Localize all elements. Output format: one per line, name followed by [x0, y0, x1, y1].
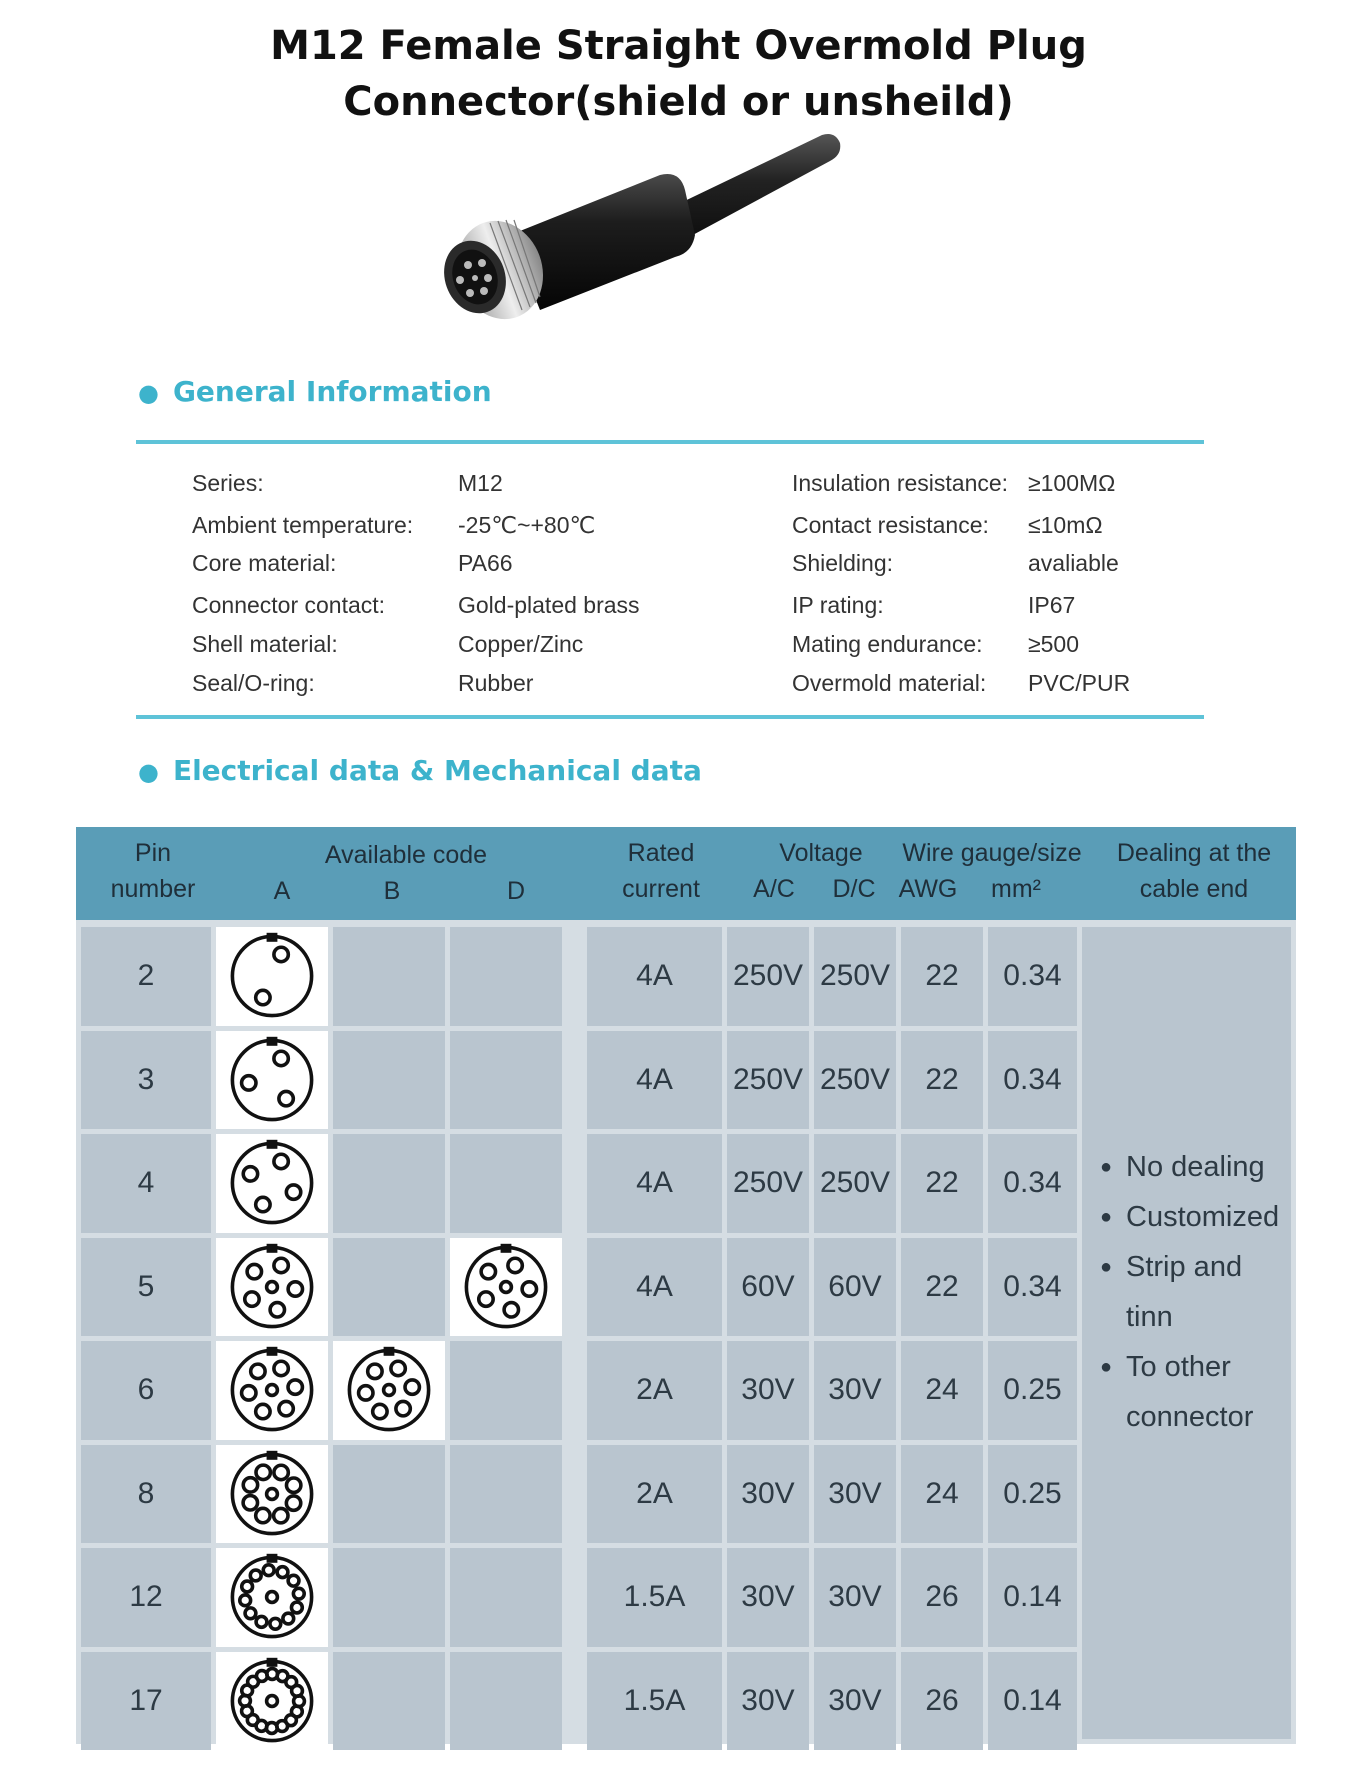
table-cell-current: 4A: [587, 1238, 722, 1337]
dealing-item: ● No dealing: [1100, 1142, 1279, 1192]
table-cell-awg: 22: [901, 1031, 983, 1130]
table-cell-pin: 12: [81, 1548, 211, 1647]
header-wire-mm: mm²: [991, 875, 1041, 903]
table-cell-ac: 30V: [727, 1548, 809, 1647]
bullet-icon: ●: [1100, 1356, 1113, 1378]
spec-table: [76, 827, 1296, 1744]
bullet-icon: [1100, 1392, 1126, 1442]
spec-right-label: Contact resistance:: [792, 512, 989, 538]
page-title: [0, 18, 1357, 130]
pin-layout-diagram-icon: [227, 1552, 317, 1642]
table-cell-current: 2A: [587, 1445, 722, 1544]
table-cell-ac: 250V: [727, 1031, 809, 1130]
bullet-icon: [1100, 1292, 1126, 1342]
spec-left-label: Connector contact:: [192, 592, 386, 618]
pin-layout-diagram-icon: [461, 1242, 551, 1332]
header-voltage-ac: A/C: [753, 875, 795, 903]
table-cell-dc: 30V: [814, 1548, 896, 1647]
table-cell-mm: 0.14: [988, 1652, 1077, 1751]
table-cell-ac: 250V: [727, 927, 809, 1026]
spec-left-label: Ambient temperature:: [192, 512, 414, 538]
spec-right-label: IP rating:: [792, 592, 884, 618]
table-cell-awg: 24: [901, 1445, 983, 1544]
pin-layout-diagram-icon: [227, 1242, 317, 1332]
dealing-item: tinn: [1100, 1292, 1279, 1342]
code-d-cell: [450, 1031, 562, 1130]
spec-right-label: Overmold material:: [792, 670, 987, 696]
table-cell-current: 1.5A: [587, 1652, 722, 1751]
dealing-item: connector: [1100, 1392, 1279, 1442]
code-a-cell: [216, 927, 328, 1026]
table-cell-dc: 250V: [814, 927, 896, 1026]
table-cell-mm: 0.34: [988, 1134, 1077, 1233]
table-cell-ac: 250V: [727, 1134, 809, 1233]
header-wire-gauge: Wire gauge/size: [902, 839, 1082, 867]
table-cell-ac: 60V: [727, 1238, 809, 1337]
spec-right-value: ≥500: [1028, 631, 1079, 657]
pin-layout-diagram-icon: [344, 1345, 434, 1435]
spec-right-value: avaliable: [1028, 550, 1119, 576]
dealing-list: [1100, 1142, 1279, 1442]
spec-left-label: Shell material:: [192, 631, 338, 657]
table-cell-dc: 250V: [814, 1031, 896, 1130]
code-d-cell: [450, 1341, 562, 1440]
spec-left-label: Core material:: [192, 550, 337, 576]
header-pin-line2: number: [110, 875, 196, 903]
table-cell-current: 4A: [587, 1134, 722, 1233]
spec-left-label: Seal/O-ring:: [192, 670, 315, 696]
table-cell-current: 2A: [587, 1341, 722, 1440]
header-available-code: Available code: [324, 841, 488, 869]
divider-bottom: [136, 715, 1204, 719]
spec-right-label: Insulation resistance:: [792, 470, 1009, 496]
spec-left-value: Gold-plated brass: [458, 592, 640, 618]
code-a-cell: [216, 1134, 328, 1233]
code-a-cell: [216, 1341, 328, 1440]
table-cell-mm: 0.34: [988, 1238, 1077, 1337]
code-b-cell: [333, 1238, 445, 1337]
dealing-cell: [1082, 927, 1291, 1739]
code-a-cell: [216, 1238, 328, 1337]
code-b-cell: [333, 1134, 445, 1233]
spec-left-value: Rubber: [458, 670, 534, 696]
title-line-1: M12 Female Straight Overmold Plug: [270, 23, 1087, 69]
table-cell-pin: 4: [81, 1134, 211, 1233]
table-header: [76, 827, 1296, 920]
pin-layout-diagram-icon: [227, 931, 317, 1021]
header-code-a: A: [273, 877, 291, 905]
header-voltage-dc: D/C: [832, 875, 876, 903]
dealing-item: ● Customized: [1100, 1192, 1279, 1242]
spec-right-label: Mating endurance:: [792, 631, 983, 657]
code-a-cell: [216, 1031, 328, 1130]
header-current-line1: Rated: [627, 839, 695, 867]
table-cell-current: 4A: [587, 927, 722, 1026]
code-b-cell: [333, 1031, 445, 1130]
table-cell-pin: 8: [81, 1445, 211, 1544]
spec-left-value: M12: [458, 470, 503, 496]
spec-right-value: ≤10mΩ: [1028, 512, 1103, 538]
code-a-cell: [216, 1652, 328, 1751]
table-cell-dc: 250V: [814, 1134, 896, 1233]
bullet-icon: ●: [1100, 1156, 1113, 1178]
bullet-icon: ●: [138, 379, 159, 407]
header-pin-line1: Pin: [134, 839, 172, 867]
code-d-cell: [450, 927, 562, 1026]
header-current-line2: current: [622, 875, 700, 903]
section-general-information: ● General Information: [138, 375, 492, 408]
table-cell-current: 1.5A: [587, 1548, 722, 1647]
table-cell-pin: 5: [81, 1238, 211, 1337]
spec-right-value: IP67: [1028, 592, 1076, 618]
table-cell-dc: 30V: [814, 1652, 896, 1751]
table-cell-pin: 6: [81, 1341, 211, 1440]
table-cell-dc: 30V: [814, 1341, 896, 1440]
spec-left-value: PA66: [458, 550, 513, 576]
pin-layout-diagram-icon: [227, 1345, 317, 1435]
header-dealing-line1: Dealing at the: [1116, 839, 1272, 867]
code-b-cell: [333, 1548, 445, 1647]
table-cell-current: 4A: [587, 1031, 722, 1130]
dealing-item: ● Strip and: [1100, 1242, 1279, 1292]
table-cell-awg: 26: [901, 1548, 983, 1647]
pin-layout-diagram-icon: [227, 1138, 317, 1228]
code-b-cell: [333, 1652, 445, 1751]
code-b-cell: [333, 1445, 445, 1544]
bullet-icon: ●: [138, 758, 159, 786]
code-b-cell: [333, 1341, 445, 1440]
header-code-d: D: [506, 877, 526, 905]
spec-left-value: Copper/Zinc: [458, 631, 584, 657]
table-cell-pin: 17: [81, 1652, 211, 1751]
spec-right-value: ≥100MΩ: [1028, 470, 1116, 496]
pin-layout-diagram-icon: [227, 1035, 317, 1125]
header-code-b: B: [383, 877, 401, 905]
code-d-cell: [450, 1134, 562, 1233]
code-d-cell: [450, 1238, 562, 1337]
table-cell-mm: 0.25: [988, 1445, 1077, 1544]
bullet-icon: ●: [1100, 1256, 1113, 1278]
table-cell-ac: 30V: [727, 1445, 809, 1544]
code-a-cell: [216, 1445, 328, 1544]
connector-product-image: [430, 125, 850, 335]
section-electrical-mechanical: ● Electrical data & Mechanical data: [138, 754, 702, 787]
table-cell-awg: 26: [901, 1652, 983, 1751]
spec-left-label: Series:: [192, 470, 264, 496]
divider-top: [136, 440, 1204, 444]
bullet-icon: ●: [1100, 1206, 1113, 1228]
code-d-cell: [450, 1445, 562, 1544]
pin-layout-diagram-icon: [227, 1656, 317, 1746]
spec-right-label: Shielding:: [792, 550, 894, 576]
table-cell-mm: 0.34: [988, 1031, 1077, 1130]
title-line-2: Connector(shield or unsheild): [343, 79, 1014, 125]
header-dealing-line2: cable end: [1139, 875, 1249, 903]
header-voltage: Voltage: [779, 839, 863, 867]
table-cell-mm: 0.34: [988, 927, 1077, 1026]
table-cell-ac: 30V: [727, 1341, 809, 1440]
spec-left-value: -25℃~+80℃: [458, 512, 596, 538]
table-cell-mm: 0.14: [988, 1548, 1077, 1647]
table-cell-ac: 30V: [727, 1652, 809, 1751]
table-cell-awg: 22: [901, 1134, 983, 1233]
code-b-cell: [333, 927, 445, 1026]
table-cell-dc: 30V: [814, 1445, 896, 1544]
pin-layout-diagram-icon: [227, 1449, 317, 1539]
code-d-cell: [450, 1652, 562, 1751]
table-cell-awg: 22: [901, 1238, 983, 1337]
code-a-cell: [216, 1548, 328, 1647]
table-cell-pin: 2: [81, 927, 211, 1026]
table-cell-mm: 0.25: [988, 1341, 1077, 1440]
table-cell-pin: 3: [81, 1031, 211, 1130]
table-cell-awg: 22: [901, 927, 983, 1026]
spec-right-value: PVC/PUR: [1028, 670, 1131, 696]
table-cell-dc: 60V: [814, 1238, 896, 1337]
dealing-item: ● To other: [1100, 1342, 1279, 1392]
code-d-cell: [450, 1548, 562, 1647]
header-wire-awg: AWG: [898, 875, 958, 903]
table-cell-awg: 24: [901, 1341, 983, 1440]
